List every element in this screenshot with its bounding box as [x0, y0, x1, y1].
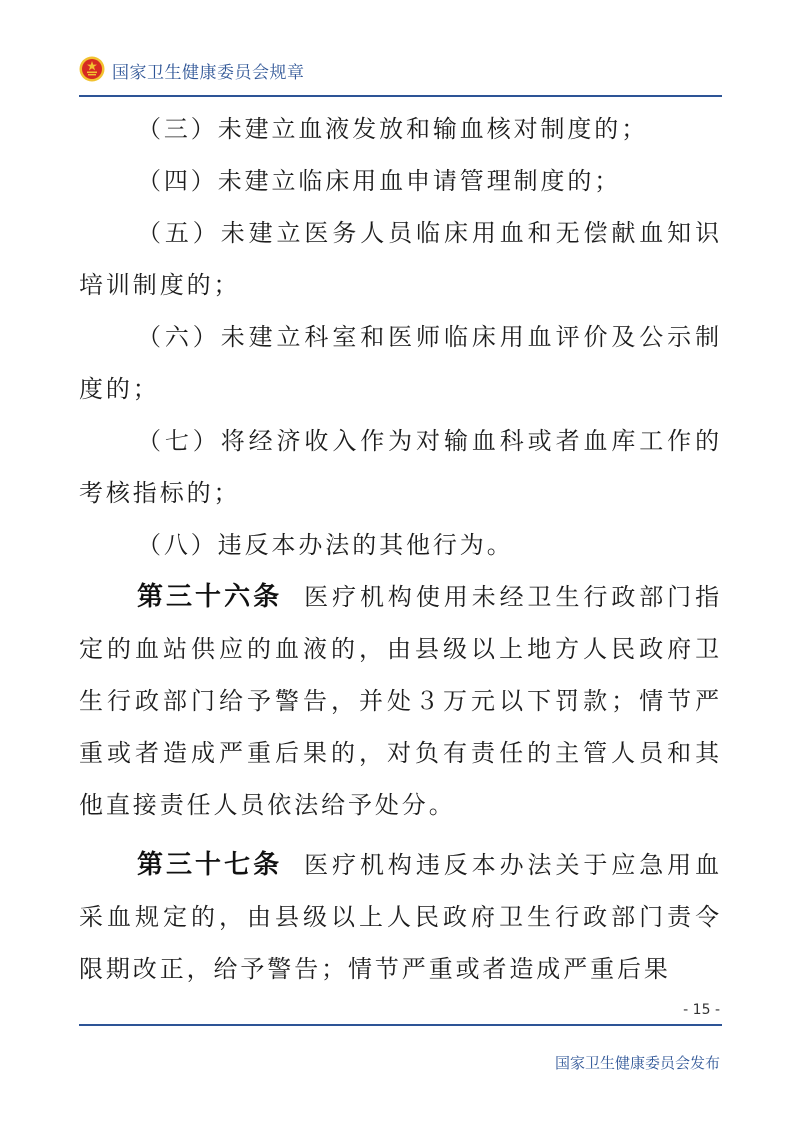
article-text: 医疗机构使用未经卫生行政部门指定的血站供应的血液的，由县级以上地方人民政府卫生行政部门给予警告，并处３万元以下罚款；情节严重或者造成严重后果的，对负有责任的主管人员和其他直接责任人员依法给予处分。 [79, 583, 722, 819]
header-divider [79, 95, 722, 97]
list-item: （八）违反本办法的其他行为。 [137, 531, 514, 559]
national-emblem-icon [79, 56, 105, 82]
list-item: （五）未建立医务人员临床用血和无偿献血知识培训制度的； [79, 219, 722, 299]
list-item: （六）未建立科室和医师临床用血评价及公示制度的； [79, 323, 722, 403]
page-header [79, 56, 722, 90]
article-37 [79, 839, 722, 995]
list-item: （三）未建立血液发放和输血核对制度的； [137, 115, 649, 143]
page-number: - 15 - [683, 1002, 720, 1018]
footer-publisher: 国家卫生健康委员会发布 [554, 1054, 720, 1072]
article-heading: 第三十六条 [137, 582, 283, 612]
article-heading: 第三十七条 [137, 850, 283, 880]
document-body [79, 103, 722, 995]
article-text: 医疗机构违反本办法关于应急用血采血规定的，由县级以上人民政府卫生行政部门责令限期改正，给予警告；情节严重或者造成严重后果 [79, 851, 722, 983]
header-title: 国家卫生健康委员会规章 [112, 63, 305, 83]
list-item: （七）将经济收入作为对输血科或者血库工作的考核指标的； [79, 427, 722, 507]
article-36 [79, 571, 722, 831]
list-item: （四）未建立临床用血申请管理制度的； [137, 167, 622, 195]
footer-divider [79, 1024, 722, 1026]
